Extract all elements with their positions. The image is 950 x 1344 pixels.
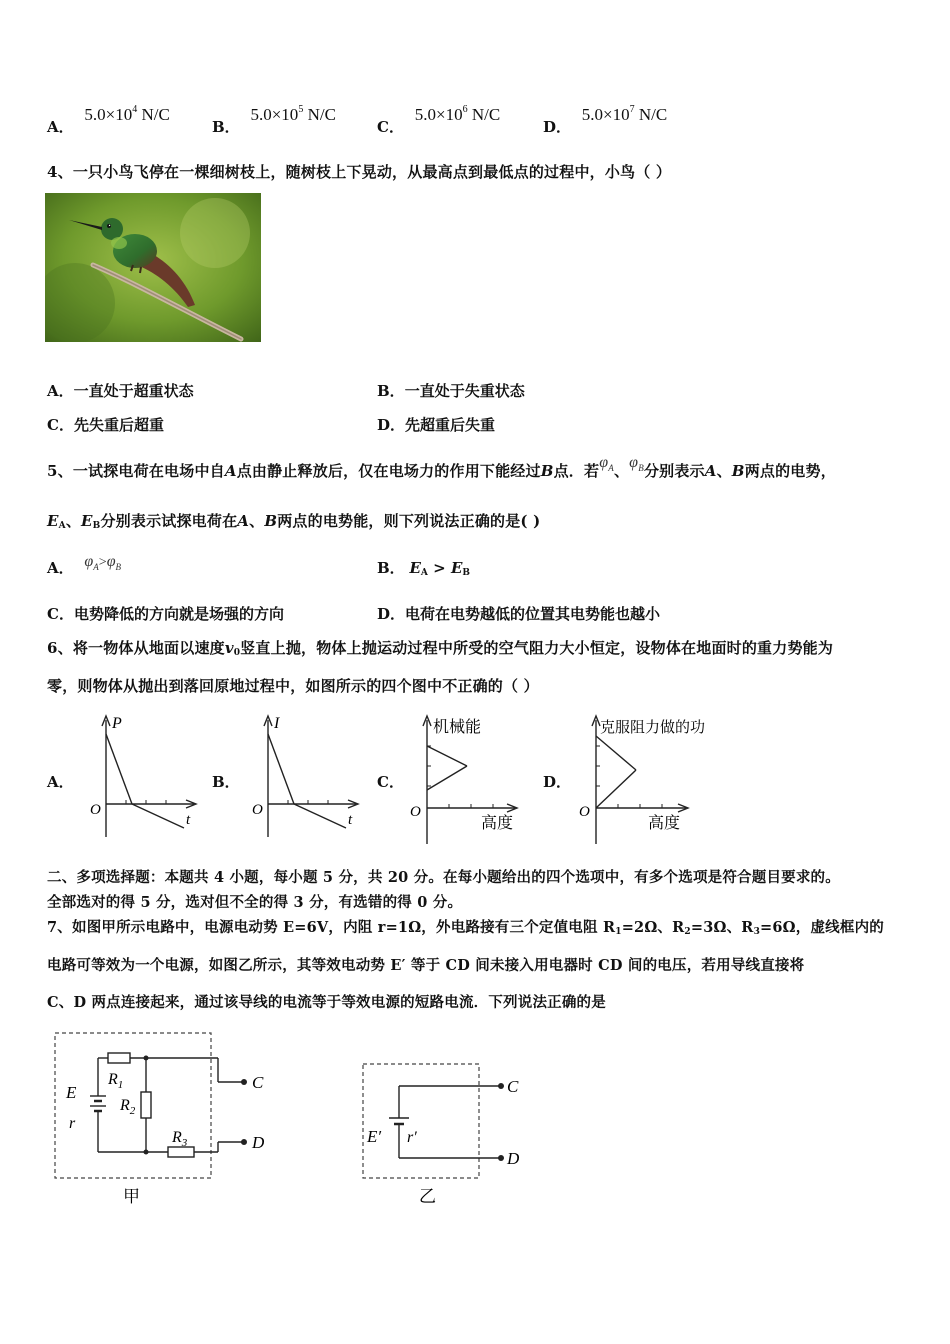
q6-graph-a[interactable] <box>86 712 206 852</box>
q6-graph-d[interactable] <box>574 712 734 852</box>
q5-stem-line2: $E_A$、$E_B$分别表示试探电荷在A、B两点的电势能，则下列说法正确的是( ) <box>47 512 541 531</box>
option-label: B． <box>377 382 405 400</box>
q7-stem-line3: C、D 两点连接起来，通过该导线的电流等于等效电源的短路电流．下列说法正确的是 <box>47 994 606 1011</box>
x-axis-label: 高度 <box>648 815 681 832</box>
q4-stem: 4、一只小鸟飞停在一棵细树枝上，随树枝上下晃动，从最高点到最低点的过程中，小鸟（ ） <box>47 163 672 181</box>
terminal-d-label: D <box>252 1133 265 1152</box>
option-value: $5.0\times 10^5$ N/C <box>250 104 336 124</box>
option-value: $5.0\times 10^4$ N/C <box>84 104 170 124</box>
figure-caption: 乙 <box>419 1187 436 1206</box>
y-axis-label: P <box>112 715 122 732</box>
q3-option-a[interactable] <box>47 104 170 136</box>
q3-option-d[interactable] <box>543 104 668 136</box>
option-text: 一直处于失重状态 <box>404 382 525 400</box>
q6-stem-line1: 6、将一物体从地面以速度$v_0$竖直上抛，物体上抛运动过程中所受的空气阻力大小恒定，设物体在地面时的重力势能为 <box>47 639 834 658</box>
y-axis-label: I <box>274 715 280 732</box>
q5-option-c[interactable] <box>47 603 284 624</box>
q4-option-a[interactable] <box>47 380 194 401</box>
option-label: A． <box>47 559 74 577</box>
option-label: C． <box>377 118 404 136</box>
q4-option-c[interactable] <box>47 414 164 435</box>
q4-option-d[interactable] <box>377 414 495 435</box>
option-label: B． <box>212 118 240 136</box>
option-label: B． <box>377 559 405 577</box>
x-axis-label: t <box>186 812 191 828</box>
equivalent-emf-label: E′ <box>367 1127 382 1146</box>
q7-circuit-yi <box>355 1060 540 1210</box>
r2-label: $R_2$ <box>120 1097 136 1117</box>
option-value: $E_A > E_B$ <box>409 559 470 578</box>
q6-option-b-label[interactable]: B． <box>212 773 240 791</box>
option-label: D． <box>543 118 572 136</box>
q5-option-b[interactable] <box>377 557 470 578</box>
r1-label: $R_1$ <box>108 1071 124 1091</box>
option-text: 先失重后超重 <box>73 416 164 434</box>
terminal-c-label: C <box>252 1073 264 1092</box>
option-text: 一直处于超重状态 <box>73 382 194 400</box>
option-label: A． <box>47 118 74 136</box>
q6-option-a-label[interactable]: A． <box>47 773 74 791</box>
origin-label: O <box>252 802 263 818</box>
section2-heading-line1: 二、多项选择题：本题共 4 小题，每小题 5 分，共 20 分。在每小题给出的四个选项中，有多个选项是符合题目要求的。 <box>47 869 840 886</box>
option-label: C． <box>47 416 74 434</box>
option-text: 先超重后失重 <box>405 416 496 434</box>
option-value: $5.0\times 10^7$ N/C <box>581 104 668 124</box>
option-label: D． <box>377 416 406 434</box>
equivalent-r-label: r′ <box>407 1129 417 1146</box>
q6-graph-c[interactable] <box>405 712 540 852</box>
option-label: C． <box>47 605 74 623</box>
option-value: $\varphi_A>\varphi_B$ <box>84 553 122 573</box>
q5-option-a[interactable] <box>47 553 122 579</box>
option-label: A． <box>47 382 74 400</box>
x-axis-label: 高度 <box>481 815 514 832</box>
r3-label: $R_3$ <box>172 1129 188 1149</box>
q7-stem-line2: 电路可等效为一个电源，如图乙所示，其等效电动势 E′ 等于 CD 间未接入用电器时 CD 间的电压，若用导线直接将 <box>47 957 805 974</box>
option-value: $5.0\times 10^6$ N/C <box>414 104 501 124</box>
option-text: 电势降低的方向就是场强的方向 <box>73 605 284 623</box>
q5-stem-line1: 5、一试探电荷在电场中自A点由静止释放后，仅在电场力的作用下能经过B点．若$\varphi_A$、$\varphi_B$分别表示A、B两点的电势， <box>47 454 836 480</box>
q6-graph-b[interactable] <box>248 712 368 852</box>
q7-circuit-jia <box>50 1030 280 1208</box>
origin-label: O <box>579 804 590 820</box>
origin-label: O <box>90 802 101 818</box>
emf-label: E <box>66 1083 77 1102</box>
q6-option-c-label[interactable]: C． <box>377 773 404 791</box>
terminal-d-label: D <box>507 1149 520 1168</box>
q7-stem-line1: 7、如图甲所示电路中，电源电动势 E=6V，内阻 r=1Ω，外电路接有三个定值电阻 $R_1=2\Omega$、$R_2=3\Omega$、$R_3=6\Omega$，虚线框内的 <box>47 919 884 937</box>
option-text: 电荷在电势越低的位置其电势能也越小 <box>405 605 661 623</box>
q6-stem-line2: 零，则物体从抛出到落回原地过程中，如图所示的四个图中不正确的（ ） <box>47 677 539 695</box>
origin-label: O <box>410 804 421 820</box>
y-axis-label: 克服阻力做的功 <box>600 720 706 736</box>
section2-heading-line2: 全部选对的得 5 分，选对但不全的得 3 分，有选错的得 0 分。 <box>47 894 463 911</box>
figure-caption: 甲 <box>123 1187 140 1206</box>
terminal-c-label: C <box>507 1077 519 1096</box>
q5-option-d[interactable] <box>377 603 660 624</box>
y-axis-label: 机械能 <box>433 719 482 736</box>
option-label: D． <box>377 605 406 623</box>
q4-option-b[interactable] <box>377 380 525 401</box>
q3-option-c[interactable] <box>377 104 501 136</box>
q6-option-d-label[interactable]: D． <box>543 773 572 791</box>
internal-resistance-label: r <box>69 1115 76 1132</box>
x-axis-label: t <box>348 812 353 828</box>
q3-option-b[interactable] <box>212 104 336 136</box>
hummingbird-photo <box>45 193 261 342</box>
